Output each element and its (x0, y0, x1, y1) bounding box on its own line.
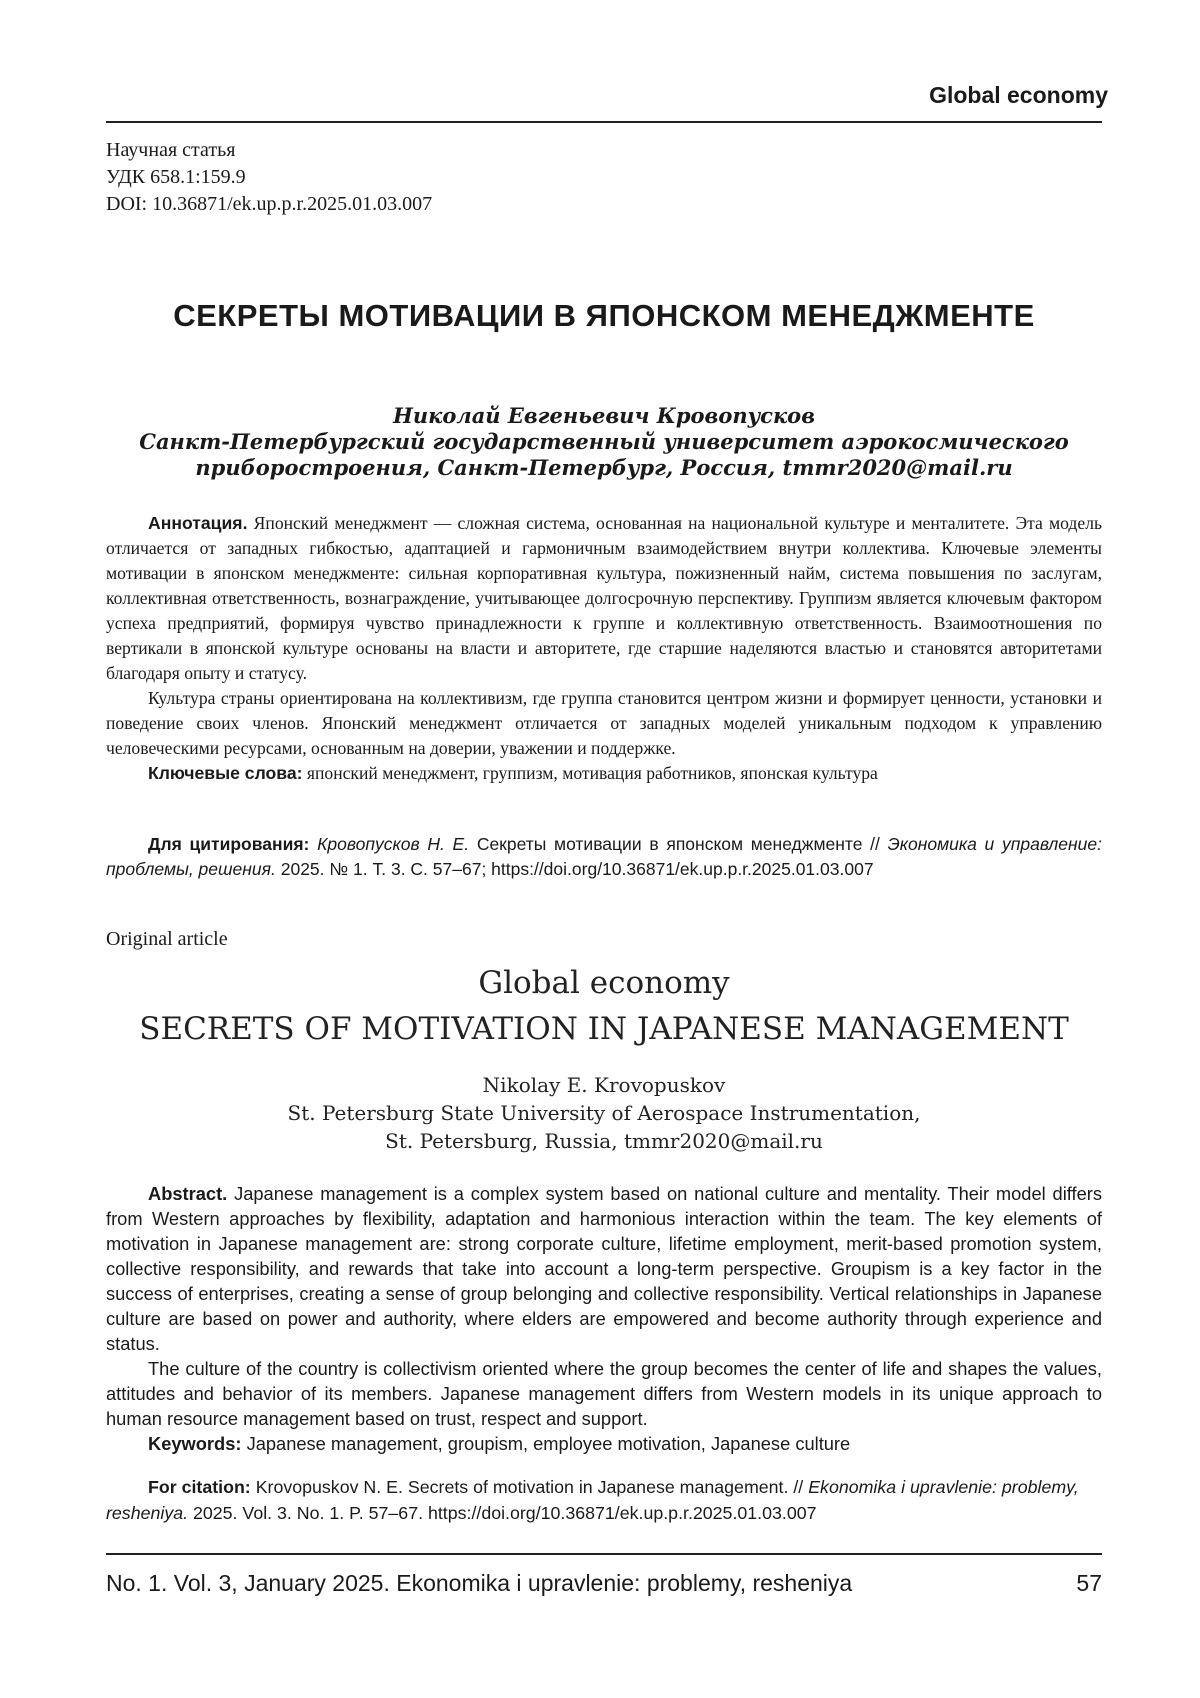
article-meta-ru (106, 137, 432, 218)
section-title-en: Global economy (106, 960, 1102, 1006)
footer-issue: No. 1. Vol. 3, January 2025. Ekonomika i upravlenie: problemy, resheniya (106, 1570, 852, 1597)
author-affiliation-en-line-1: St. Petersburg State University of Aerospace Instrumentation, (106, 1099, 1102, 1127)
article-type: Научная статья (106, 137, 432, 164)
abstract-en-paragraph-1 (106, 1181, 1102, 1356)
author-block-ru (106, 403, 1102, 481)
citation-en-details: 2025. Vol. 3. No. 1. P. 57–67. https://doi.org/10.36871/ek.up.p.r.2025.01.03.007 (193, 1503, 817, 1523)
title-block-en (106, 960, 1102, 1052)
author-affiliation-en-line-2: St. Petersburg, Russia, tmmr2020@mail.ru (106, 1127, 1102, 1155)
citation-ru-details: 2025. № 1. Т. 3. С. 57–67; https://doi.org/10.36871/ek.up.p.r.2025.01.03.007 (281, 859, 874, 879)
citation-en (106, 1474, 1102, 1526)
citation-ru-author: Кровопусков Н. Е. (317, 834, 469, 854)
footer-rule (106, 1553, 1102, 1555)
running-header: Global economy (929, 82, 1108, 109)
keywords-ru (106, 761, 1102, 786)
article-page (0, 0, 1200, 1698)
abstract-ru-paragraph-1 (106, 511, 1102, 686)
author-name-ru: Николай Евгеньевич Кровопусков (106, 403, 1102, 429)
citation-en-journal: Ekonomika i upravlenie: problemy, resheniya. (106, 1477, 1079, 1523)
page-number: 57 (1076, 1570, 1102, 1597)
abstract-en-label: Abstract. (148, 1183, 227, 1204)
citation-ru-journal: Экономика и управление: проблемы, решения. (106, 834, 1102, 879)
keywords-ru-text: японский менеджмент, группизм, мотивация работников, японская культура (307, 763, 878, 783)
keywords-en-text: Japanese management, groupism, employee motivation, Japanese culture (247, 1433, 851, 1454)
udk-code: УДК 658.1:159.9 (106, 164, 432, 191)
abstract-en-paragraph-2: The culture of the country is collectivism oriented where the group becomes the center of life and shapes the values, attitudes and behavior of its members. Japanese management differs from Western models in its unique approach to human resource management based on trust, respect and support. (106, 1356, 1102, 1431)
citation-ru-title: Секреты мотивации в японском менеджменте // (477, 834, 880, 854)
abstract-ru-paragraph-2: Культура страны ориентирована на коллективизм, где группа становится центром жизни и формирует ценности, установки и поведение своих членов. Японский менеджмент отличается от западных моделей уникальным подходом к управлению человеческими ресурсами, основанным на доверии, уважении и поддержке. (106, 686, 1102, 761)
article-title-en: SECRETS OF MOTIVATION IN JAPANESE MANAGEMENT (106, 1006, 1102, 1052)
author-name-en: Nikolay E. Krovopuskov (106, 1071, 1102, 1099)
citation-en-label: For citation: (148, 1477, 251, 1497)
keywords-en-label: Keywords: (148, 1433, 241, 1454)
abstract-en (106, 1181, 1102, 1456)
author-affiliation-ru: Санкт-Петербургский государственный университет аэрокосмического приборостроения, Санкт-Петербург, Россия, tmmr2020@mail.ru (106, 429, 1102, 481)
abstract-ru-text-1: Японский менеджмент — сложная система, основанная на национальной культуре и менталитете. Эта модель отличается от западных гибкостью, адаптацией и гармоничным взаимодействием внутри коллектива. Ключевые элементы мотивации в японском менеджменте: сильная корпоративная культура, пожизненный найм, система повышения по заслугам, коллективная ответственность, вознаграждение, учитывающее долгосрочную перспективу. Группизм является ключевым фактором успеха предприятий, формируя чувство принадлежности к группе и коллективную ответственность. Взаимоотношения по вертикали в японской культуре основаны на власти и авторитете, где старшие наделяются властью и становятся авторитетами благодаря опыту и статусу. (106, 513, 1102, 683)
keywords-ru-label: Ключевые слова: (148, 763, 303, 783)
keywords-en (106, 1431, 1102, 1456)
citation-ru (106, 832, 1102, 882)
abstract-en-text-1: Japanese management is a complex system based on national culture and mentality. Their model differs from Western approaches by flexibility, adaptation and harmonious interaction within the team. The key elements of motivation in Japanese management are: strong corporate culture, lifetime employment, merit-based promotion system, collective responsibility, and rewards that take into account a long-term perspective. Groupism is a key factor in the success of enterprises, creating a sense of group belonging and collective responsibility. Vertical relationships in Japanese culture are based on power and authority, where elders are empowered and become authority through experience and status. (106, 1183, 1102, 1354)
header-rule (106, 121, 1102, 123)
citation-en-text: Krovopuskov N. E. Secrets of motivation in Japanese management. // (256, 1477, 804, 1497)
abstract-ru-label: Аннотация. (148, 513, 247, 533)
abstract-ru (106, 511, 1102, 786)
citation-ru-label: Для цитирования: (148, 834, 309, 854)
doi: DOI: 10.36871/ek.up.p.r.2025.01.03.007 (106, 191, 432, 218)
article-title-ru: СЕКРЕТЫ МОТИВАЦИИ В ЯПОНСКОМ МЕНЕДЖМЕНТЕ (106, 297, 1102, 335)
original-article-label: Original article (106, 928, 228, 951)
author-block-en (106, 1071, 1102, 1155)
